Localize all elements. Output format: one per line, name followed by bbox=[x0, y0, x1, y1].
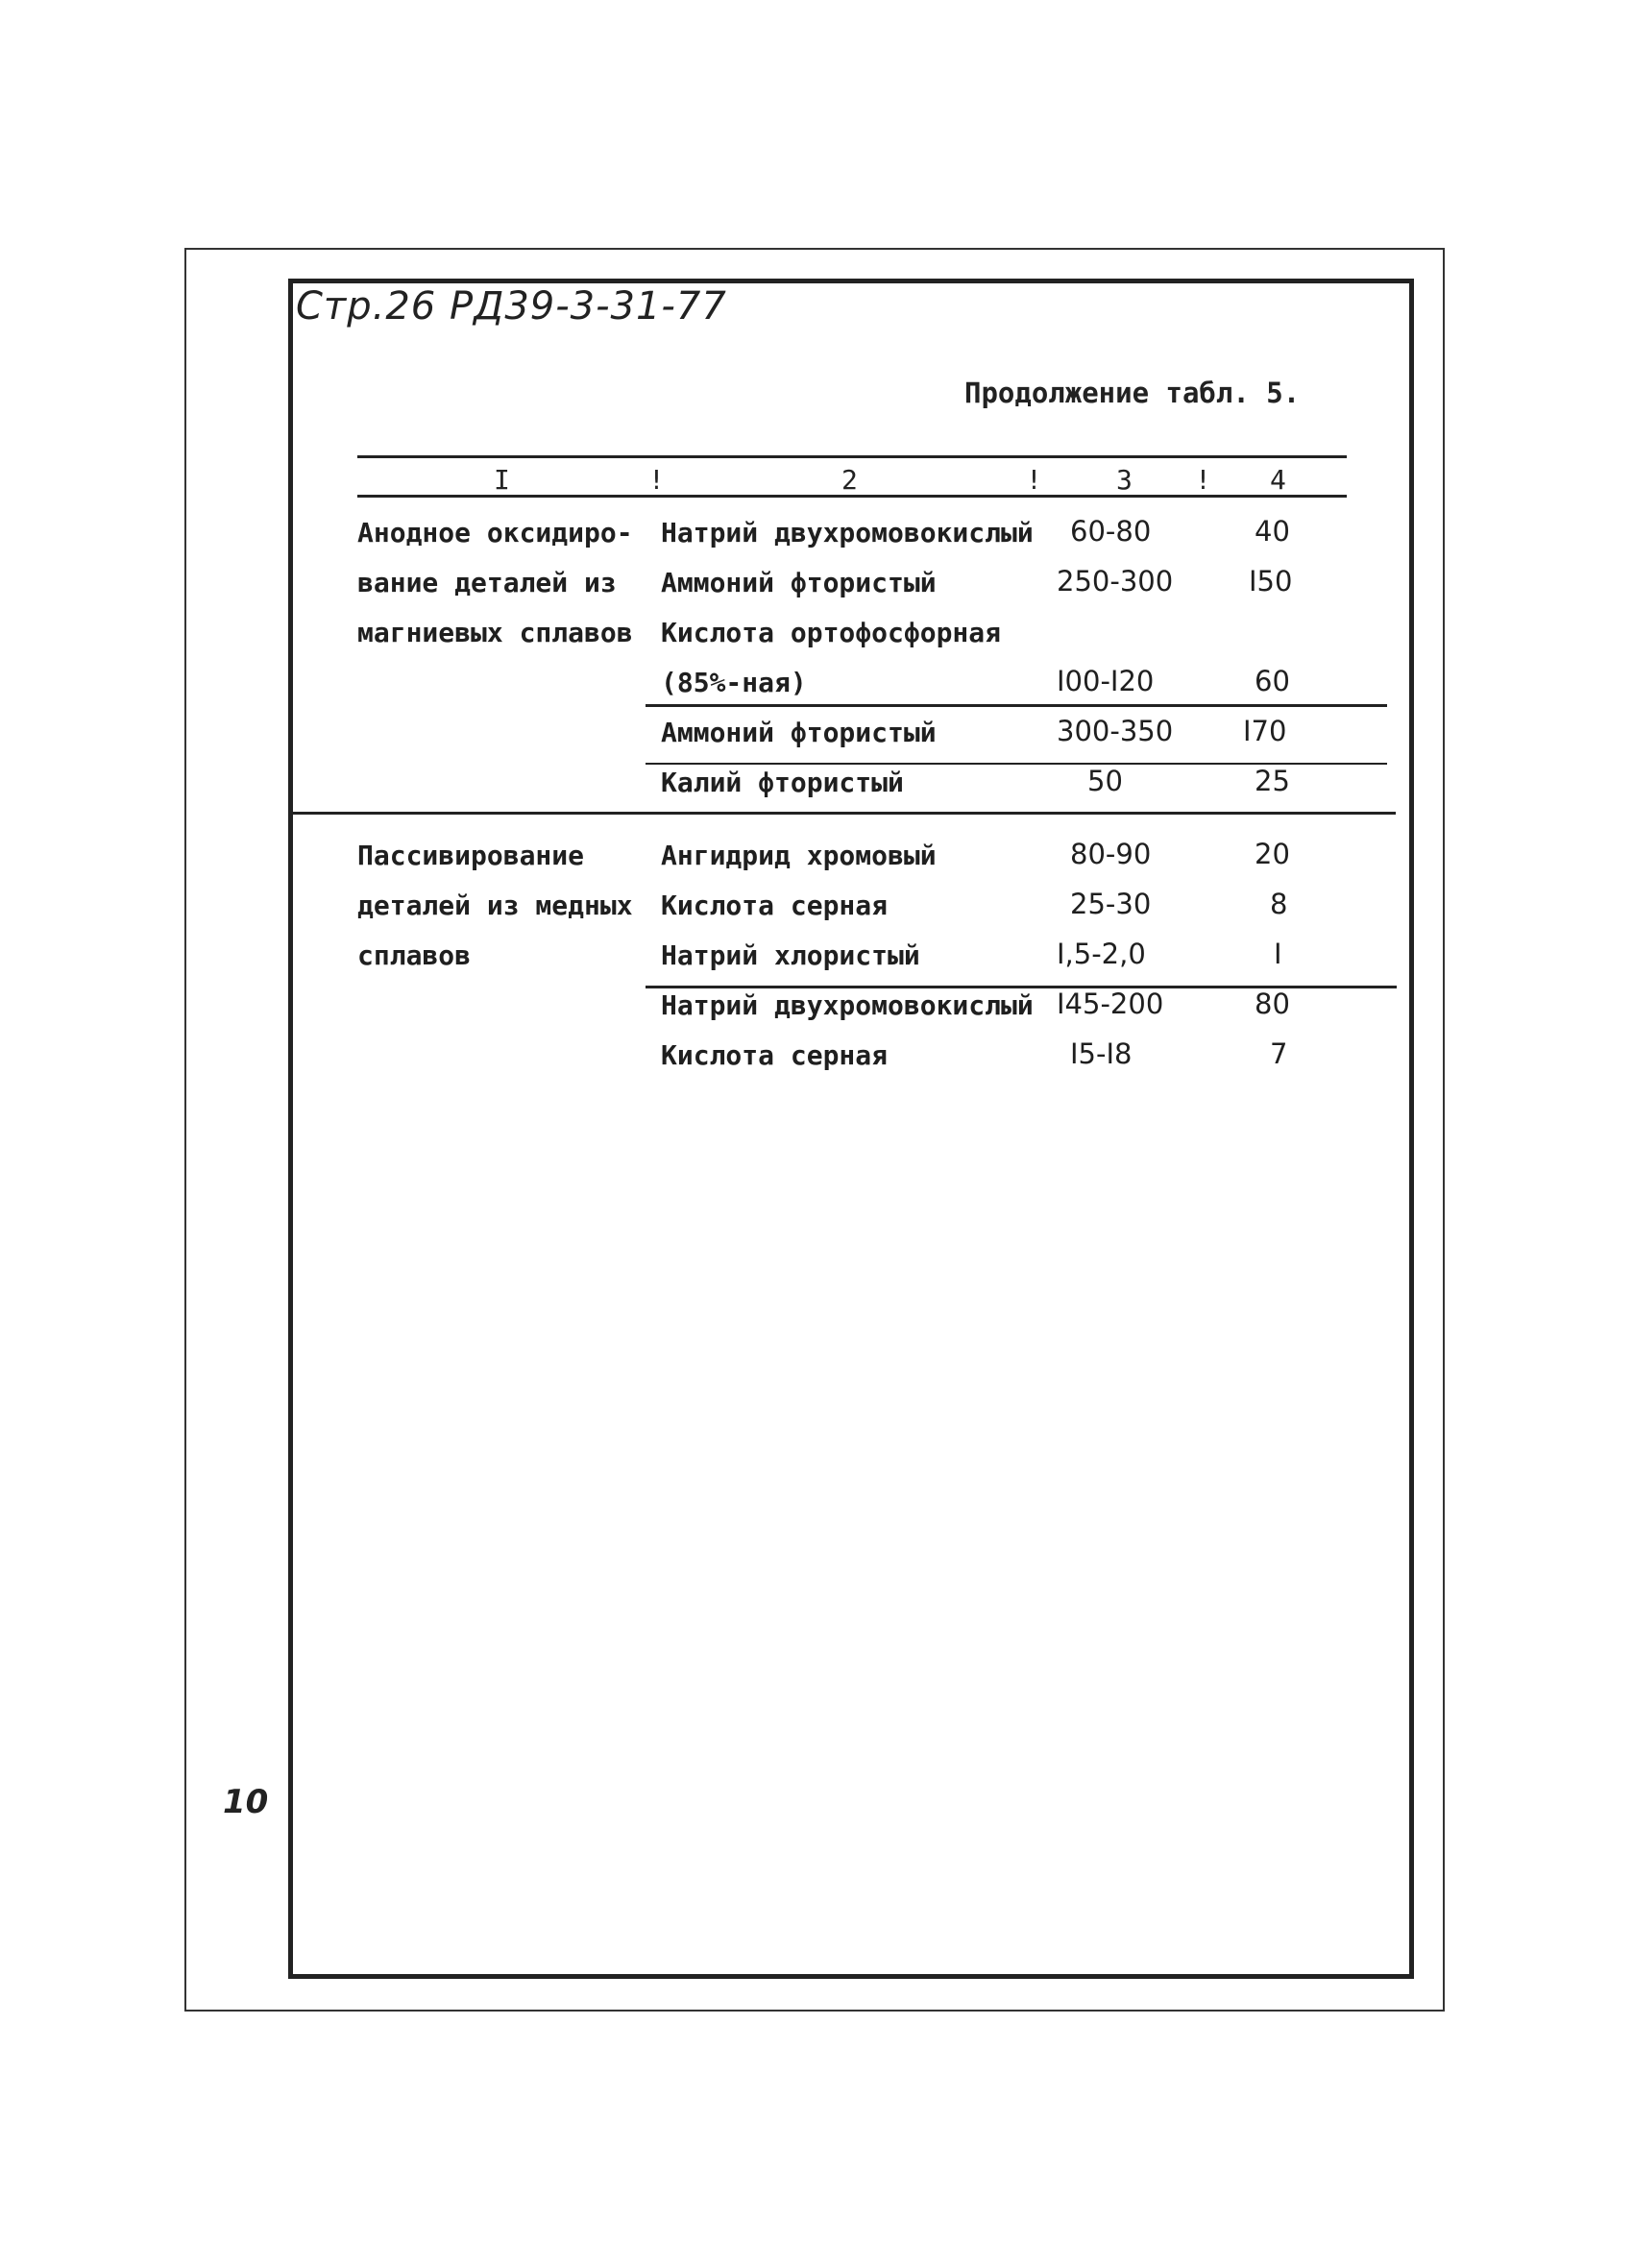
component-name: Натрий двухромовокислый bbox=[661, 989, 1034, 1021]
concentration-value: I50 bbox=[1249, 565, 1293, 597]
process-line: Пассивирование bbox=[357, 840, 585, 871]
component-name: Калий фтористый bbox=[661, 767, 904, 798]
column-header-2: 2 bbox=[841, 464, 858, 496]
component-name: Натрий хлористый bbox=[661, 939, 920, 971]
column-header-3: 3 bbox=[1116, 464, 1133, 496]
group-divider-rule bbox=[293, 812, 1396, 815]
column-separator: ! bbox=[1195, 464, 1211, 496]
concentration-value: 60 bbox=[1255, 665, 1290, 697]
component-name: Кислота серная bbox=[661, 890, 889, 921]
handwritten-page-number: 10 bbox=[223, 1783, 269, 1821]
component-name: (85%-ная) bbox=[661, 667, 807, 698]
page-code-header: Стр.26 РД39-3-31-77 bbox=[296, 284, 727, 329]
column-header-4: 4 bbox=[1270, 464, 1286, 496]
component-name: Ангидрид хромовый bbox=[661, 840, 937, 871]
process-line: Анодное оксидиро- bbox=[357, 517, 633, 549]
column-separator: ! bbox=[648, 464, 665, 496]
concentration-range: I45-200 bbox=[1057, 988, 1164, 1020]
process-line: деталей из медных bbox=[357, 890, 633, 921]
concentration-range: 50 bbox=[1087, 765, 1123, 797]
subgroup-rule bbox=[646, 704, 1387, 707]
concentration-value: I70 bbox=[1243, 715, 1287, 747]
process-line: магниевых сплавов bbox=[357, 617, 633, 648]
concentration-range: I00-I20 bbox=[1057, 665, 1155, 697]
concentration-range: 250-300 bbox=[1057, 565, 1174, 597]
component-name: Кислота серная bbox=[661, 1039, 889, 1071]
column-header-1: I bbox=[494, 464, 510, 496]
concentration-value: 7 bbox=[1270, 1037, 1288, 1070]
table-continuation-label: Продолжение табл. 5. bbox=[964, 377, 1301, 409]
concentration-value: 8 bbox=[1270, 888, 1288, 920]
concentration-value: 80 bbox=[1255, 988, 1290, 1020]
concentration-range: I5-I8 bbox=[1070, 1037, 1133, 1070]
concentration-range: 25-30 bbox=[1070, 888, 1152, 920]
concentration-range: 300-350 bbox=[1057, 715, 1174, 747]
concentration-range: 80-90 bbox=[1070, 838, 1152, 870]
table-top-rule bbox=[357, 455, 1347, 458]
concentration-range: I,5-2,0 bbox=[1057, 938, 1146, 970]
concentration-value: 20 bbox=[1255, 838, 1290, 870]
component-name: Аммоний фтористый bbox=[661, 567, 937, 598]
component-name: Натрий двухромовокислый bbox=[661, 517, 1034, 549]
process-line: сплавов bbox=[357, 939, 472, 971]
process-line: вание деталей из bbox=[357, 567, 617, 598]
component-name: Аммоний фтористый bbox=[661, 717, 937, 748]
column-separator: ! bbox=[1026, 464, 1042, 496]
concentration-value: I bbox=[1274, 938, 1282, 970]
concentration-value: 25 bbox=[1255, 765, 1290, 797]
concentration-range: 60-80 bbox=[1070, 515, 1152, 548]
concentration-value: 40 bbox=[1255, 515, 1290, 548]
component-name: Кислота ортофосфорная bbox=[661, 617, 1002, 648]
